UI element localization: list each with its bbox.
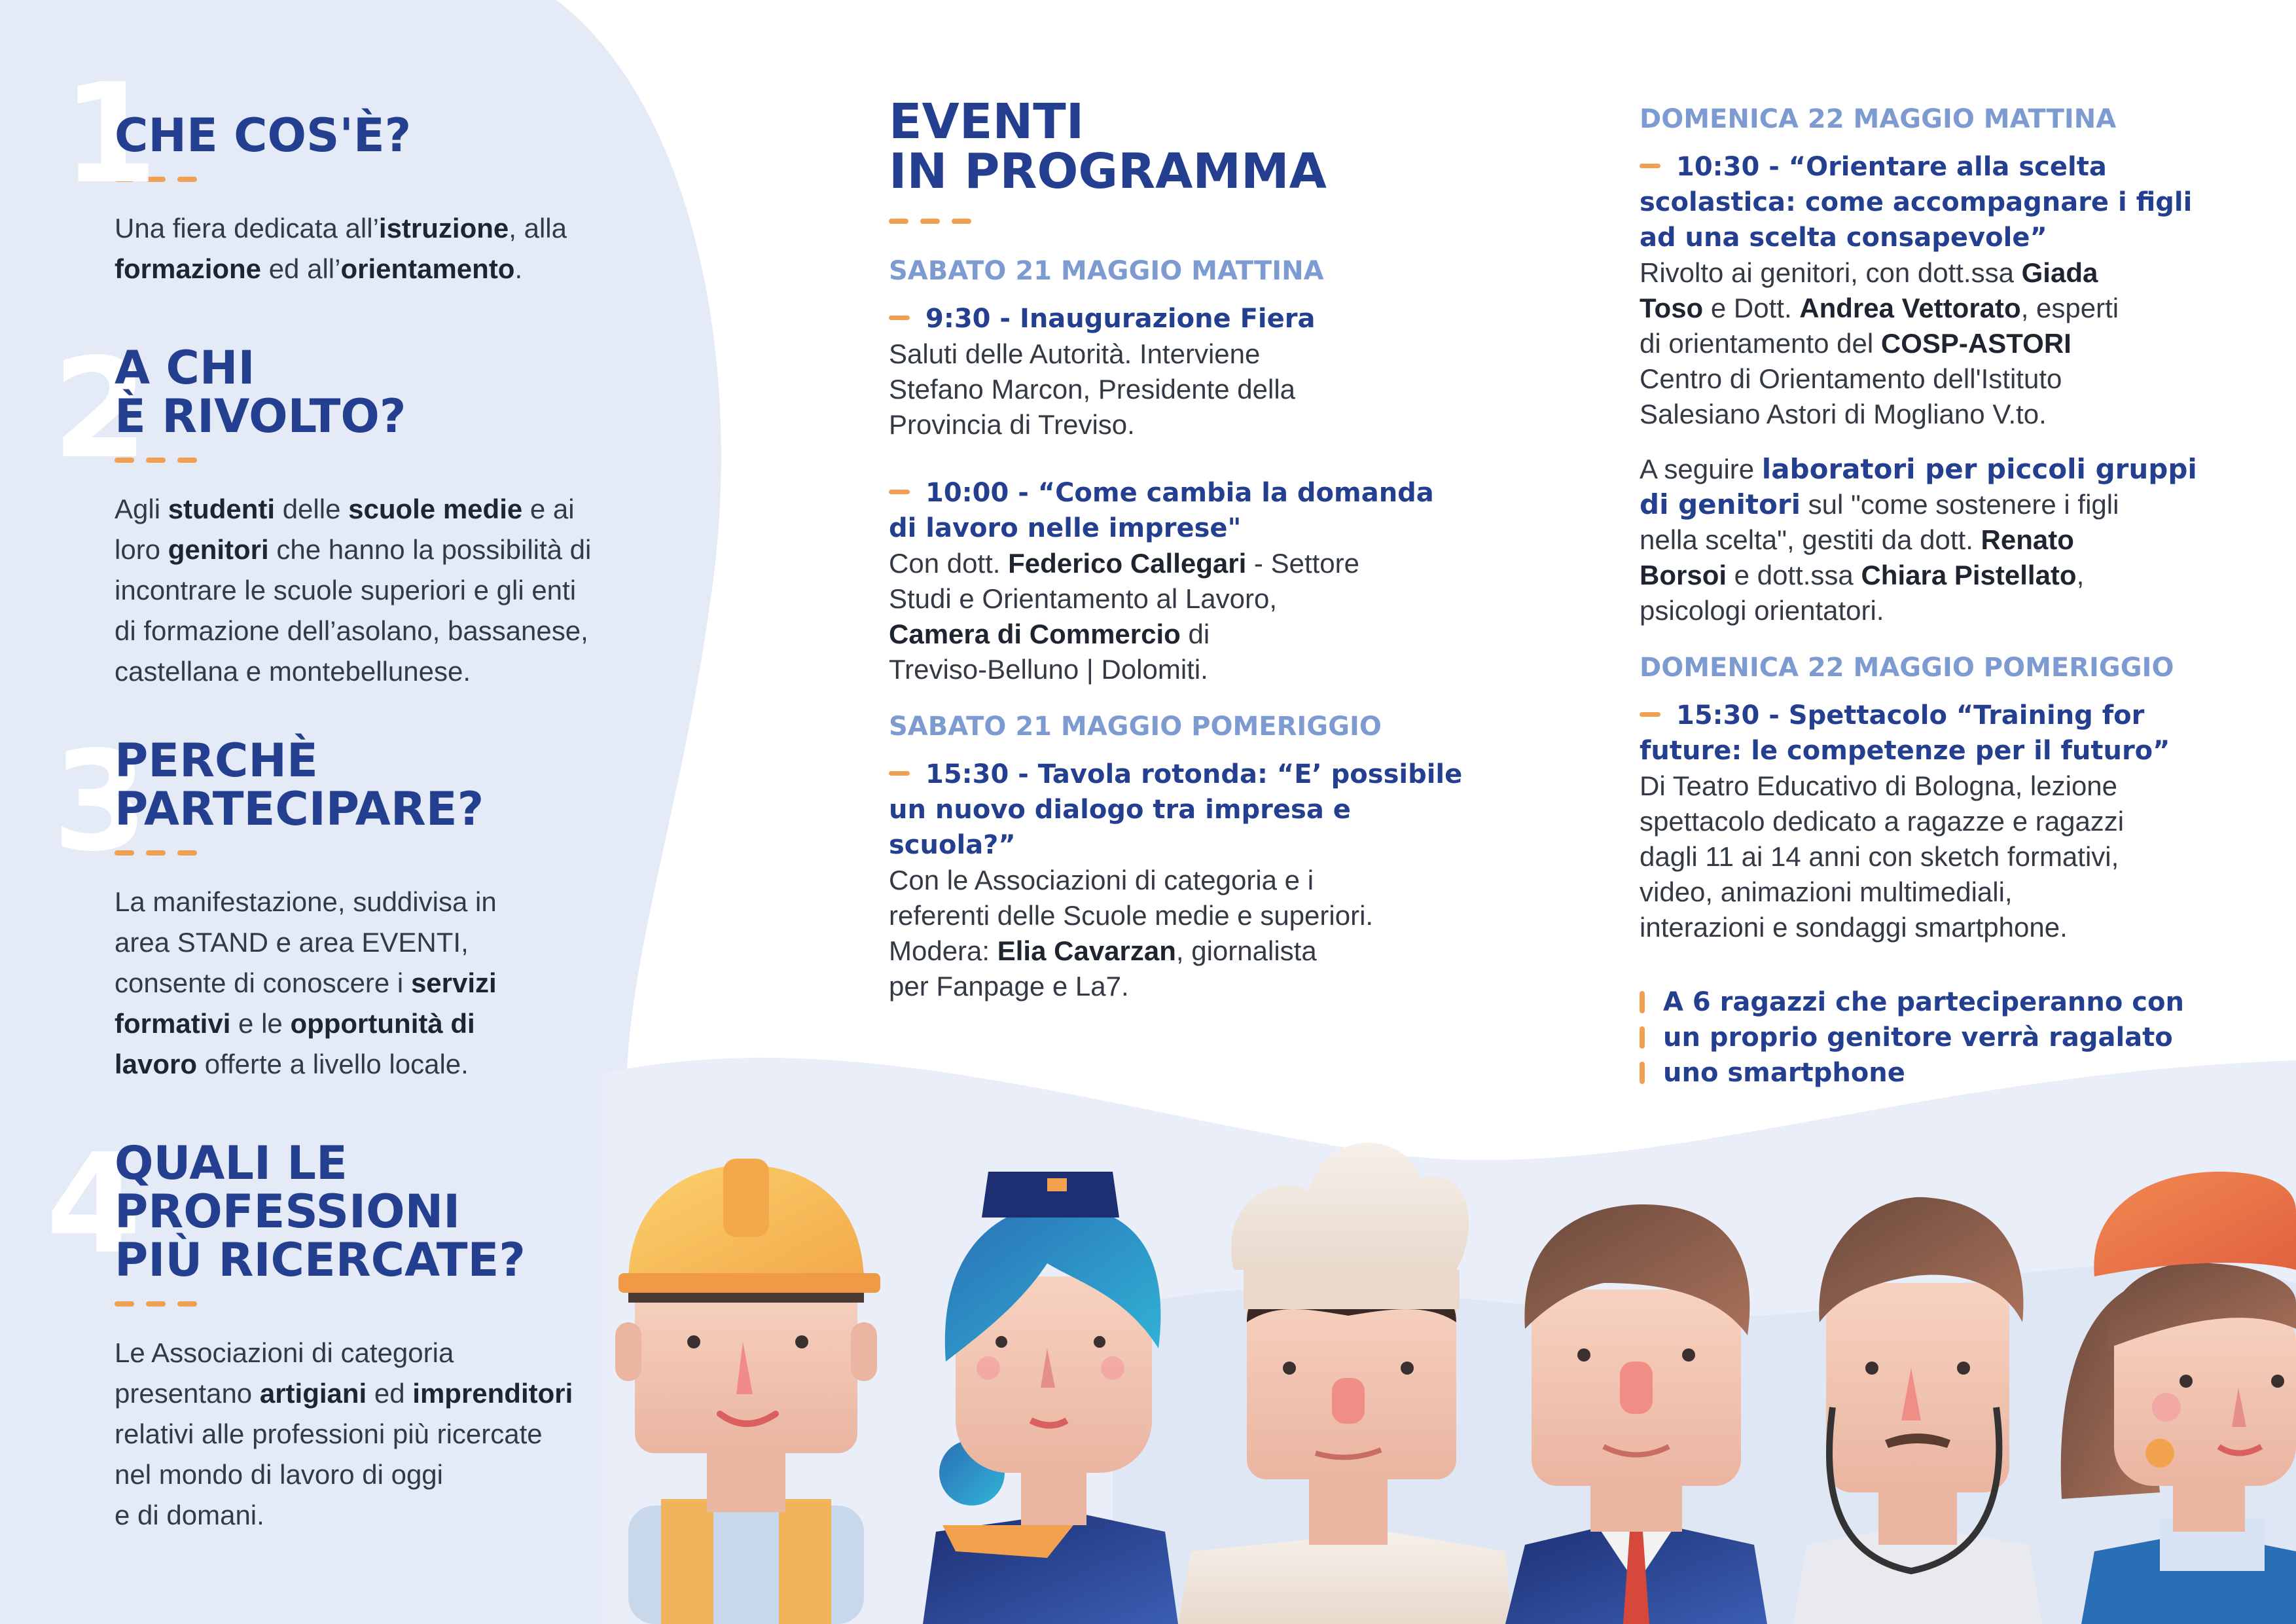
- section-heading: A CHI È RIVOLTO?: [115, 341, 406, 443]
- event-item: [889, 475, 1478, 687]
- event-title: 15:30 - Spettacolo “Training for future: le competenze per il futuro”: [1640, 700, 2170, 766]
- event-body: Con dott. Federico Callegari - Settore Studi e Orientamento al Lavoro, Camera di Commercio di Treviso-Belluno | Dolomiti.: [889, 548, 1359, 685]
- note-line: un proprio genitore verrà ragalato: [1663, 1022, 2173, 1053]
- workshop-paragraph: A seguire laboratori per piccoli gruppi di genitori sul "come sostenere i figli nella scelta", gestiti da dott. Renato Borsoi e dott.ssa Chiara Pistellato, psicologi orientatori.: [1640, 453, 2197, 626]
- section-number: 2: [52, 329, 149, 489]
- divider-dashes: [115, 850, 704, 856]
- section-heading: PERCHÈ PARTECIPARE?: [115, 734, 484, 836]
- smartphone-note: [1640, 984, 2268, 1091]
- divider-dashes: [115, 1301, 704, 1307]
- divider-dashes: [115, 458, 704, 463]
- section-number: 4: [46, 1124, 142, 1284]
- event-body: Di Teatro Educativo di Bologna, lezione spettacolo dedicato a ragazze e ragazzi dagli 11 ai 14 anni con sketch formativi, video, animazioni multimediali, interazioni e sondaggi smartphone.: [1640, 770, 2125, 943]
- divider-dashes: [889, 219, 1478, 224]
- section-4: [46, 1124, 704, 1536]
- note-line: A 6 ragazzi che parteciperanno con: [1663, 987, 2184, 1017]
- event-title: 10:00 - “Come cambia la domanda di lavoro nelle imprese": [889, 478, 1434, 543]
- day-subheading: DOMENICA 22 MAGGIO POMERIGGIO: [1640, 653, 2174, 683]
- section-3: [52, 721, 704, 1085]
- events-heading: EVENTI IN PROGRAMMA: [889, 94, 1327, 200]
- events-column-right: [1640, 103, 2268, 1091]
- day-subheading: SABATO 21 MAGGIO POMERIGGIO: [889, 712, 1382, 742]
- event-body: Saluti delle Autorità. Interviene Stefano Marcon, Presidente della Provincia di Treviso.: [889, 338, 1296, 440]
- section-number: 3: [52, 721, 149, 882]
- note-line: uno smartphone: [1663, 1058, 1905, 1088]
- event-item: [1640, 149, 2268, 432]
- section-heading: CHE COS'È?: [115, 109, 412, 162]
- divider-dashes: [115, 177, 704, 182]
- section-paragraph: Una fiera dedicata all’istruzione, alla formazione ed all’orientamento.: [115, 213, 567, 284]
- section-number: 1: [62, 54, 158, 214]
- section-heading: QUALI LE PROFESSIONI PIÙ RICERCATE?: [115, 1136, 526, 1287]
- event-body: Con le Associazioni di categoria e i referenti delle Scuole medie e superiori. Modera: Elia Cavarzan, giornalista per Fanpage e La7.: [889, 865, 1374, 1001]
- section-paragraph: Le Associazioni di categoria presentano artigiani ed imprenditori relativi alle professioni più ricercate nel mondo di lavoro di oggi e di domani.: [115, 1337, 573, 1530]
- section-2: [52, 329, 704, 692]
- event-item: [889, 757, 1478, 1004]
- event-item: [889, 301, 1478, 442]
- event-item: [1640, 698, 2268, 945]
- day-subheading: SABATO 21 MAGGIO MATTINA: [889, 256, 1324, 286]
- section-paragraph: La manifestazione, suddivisa in area STAND e area EVENTI, consente di conoscere i servizi formativi e le opportunità di lavoro offerte a livello locale.: [115, 886, 497, 1079]
- event-title: 15:30 - Tavola rotonda: “E’ possibile un nuovo dialogo tra impresa e scuola?”: [889, 759, 1463, 860]
- event-body: Rivolto ai genitori, con dott.ssa Giada Toso e Dott. Andrea Vettorato, esperti di orientamento del COSP-ASTORI Centro di Orientamento dell'Istituto Salesiano Astori di Mogliano V.to.: [1640, 257, 2119, 429]
- section-paragraph: Agli studenti delle scuole medie e ai loro genitori che hanno la possibilità di incontrare le scuole superiori e gli enti di formazione dell’asolano, bassanese, castellana e montebellunese.: [115, 494, 592, 687]
- section-1: [62, 54, 704, 289]
- events-column: [889, 94, 1478, 1037]
- event-title: 10:30 - “Orientare alla scelta scolastica: come accompagnare i figli ad una scelta consapevole”: [1640, 152, 2193, 253]
- event-title: 9:30 - Inaugurazione Fiera: [889, 301, 1478, 336]
- day-subheading: DOMENICA 22 MAGGIO MATTINA: [1640, 104, 2117, 134]
